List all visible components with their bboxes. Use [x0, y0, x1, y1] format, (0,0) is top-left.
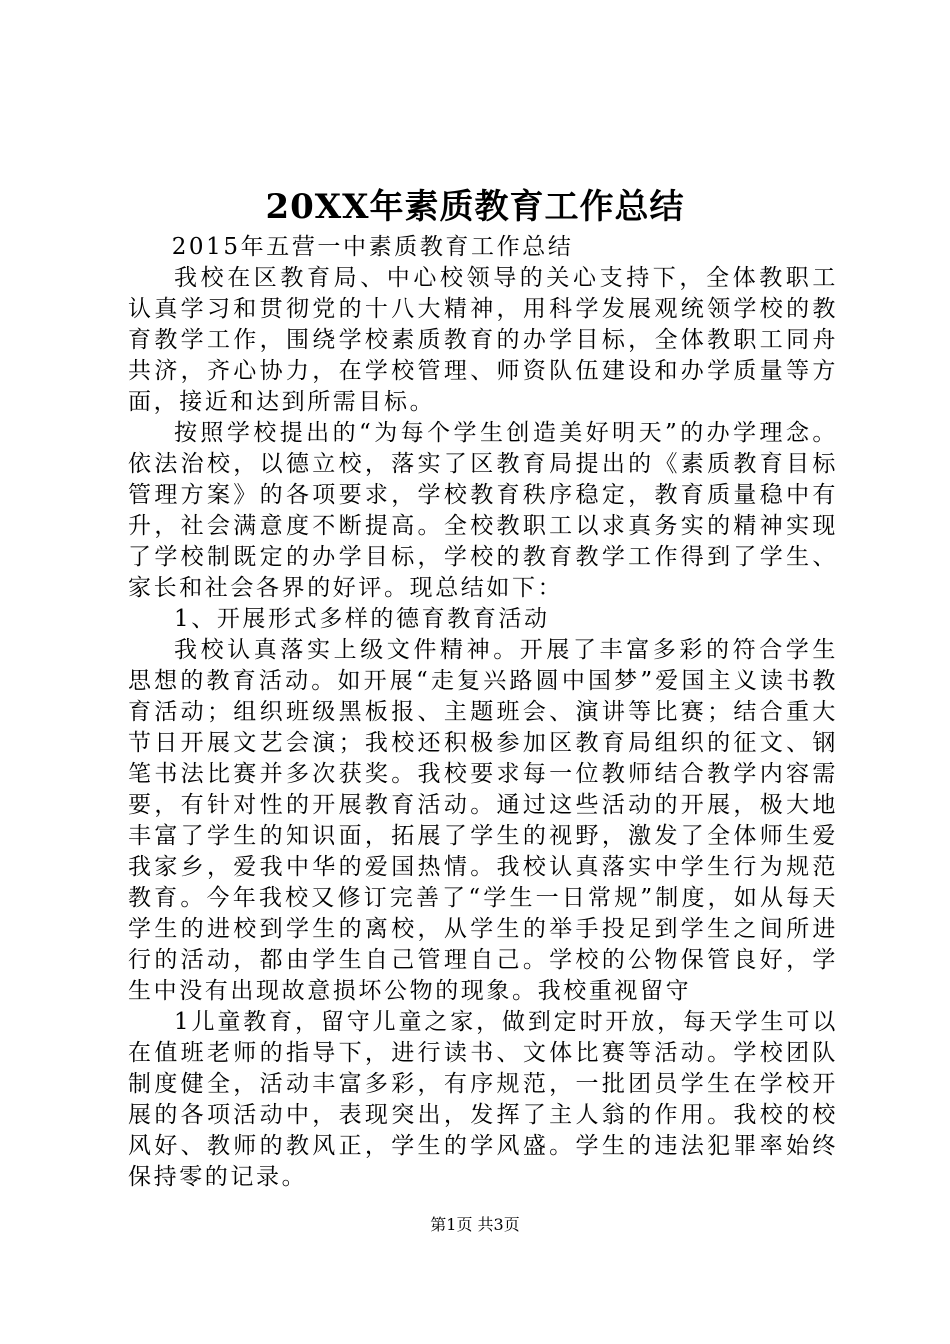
subtitle-paragraph: 2015年五营一中素质教育工作总结 [171, 234, 574, 260]
section-heading: 1、开展形式多样的德育教育活动 [174, 606, 550, 632]
page-number-footer: 第1页 共3页 [430, 1215, 520, 1234]
body-paragraph: 按照学校提出的“为每个学生创造美好明天”的办学理念。依法治校，以德立校，落实了区教育局提出的《素质教育目标管理方案》的各项要求，学校教育秩序稳定，教育质量稳中有升，社会满意度不断提高。全校教职工以求真务实的精神实现了学校制既定的办学目标，学校的教育教学工作得到了学生、家长和社会各界的好评。现总结如下： [128, 420, 838, 601]
body-paragraph: 我校认真落实上级文件精神。开展了丰富多彩的符合学生思想的教育活动。如开展“走复兴路圆中国梦”爱国主义读书教育活动；组织班级黑板报、主题班会、演讲等比赛；结合重大节日开展文艺会演；我校还积极参加区教育局组织的征文、钢笔书法比赛并多次获奖。我校要求每一位教师结合教学内容需要，有针对性的开展教育活动。通过这些活动的开展，极大地丰富了学生的知识面，拓展了学生的视野，激发了全体师生爱我家乡，爱我中华的爱国热情。我校认真落实中学生行为规范教育。今年我校又修订完善了“学生一日常规”制度，如从每天学生的进校到学生的离校，从学生的举手投足到学生之间所进行的活动，都由学生自己管理自己。学校的公物保管良好，学生中没有出现故意损坏公物的现象。我校重视留守 [128, 637, 838, 1004]
document-title: 20XX年素质教育工作总结 [265, 187, 685, 227]
body-paragraph: 1儿童教育，留守儿童之家，做到定时开放，每天学生可以在值班老师的指导下，进行读书、文体比赛等活动。学校团队制度健全，活动丰富多彩，有序规范，一批团员学生在学校开展的各项活动中，表现突出，发挥了主人翁的作用。我校的校风好、教师的教风正，学生的学风盛。学生的违法犯罪率始终保持零的记录。 [128, 1009, 838, 1190]
document-body [128, 232, 838, 1193]
body-paragraph: 我校在区教育局、中心校领导的关心支持下，全体教职工认真学习和贯彻党的十八大精神，用科学发展观统领学校的教育教学工作，围绕学校素质教育的办学目标，全体教职工同舟共济，齐心协力，在学校管理、师资队伍建设和办学质量等方面，接近和达到所需目标。 [128, 265, 838, 415]
